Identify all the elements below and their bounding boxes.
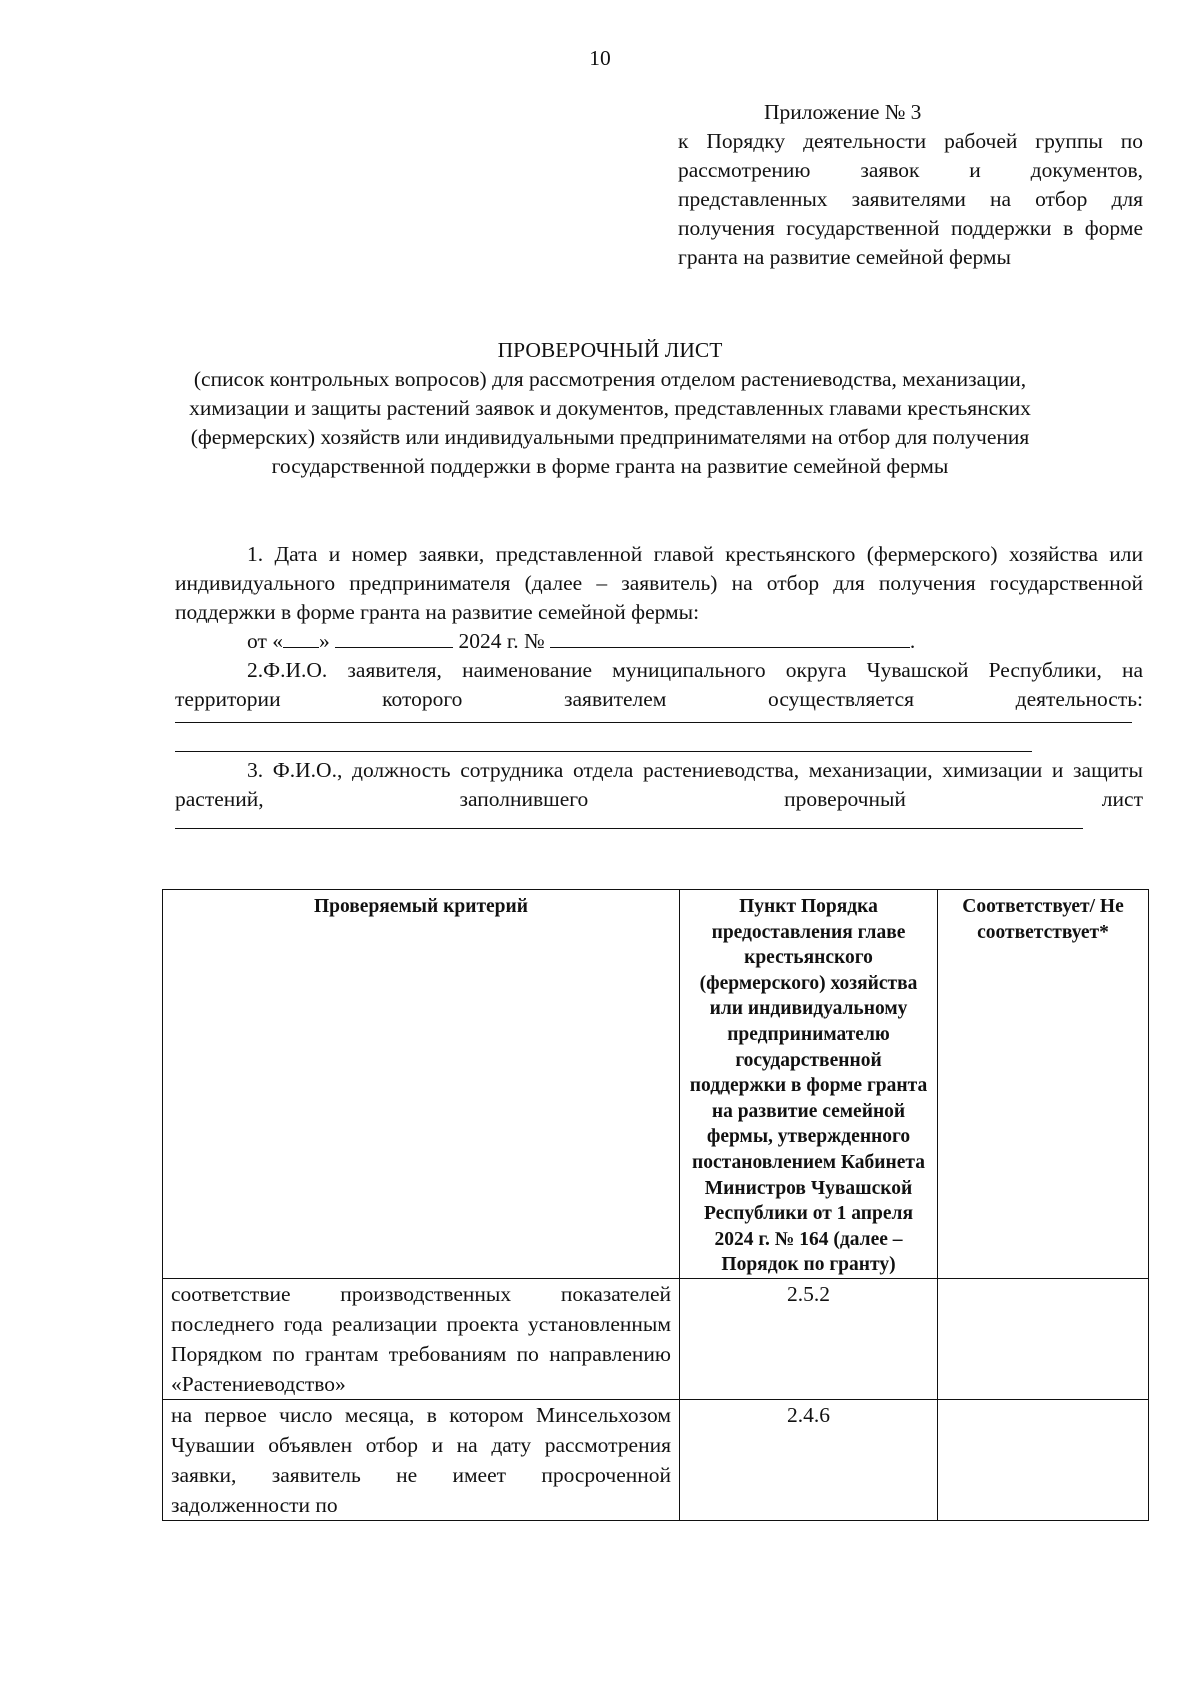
item-3-text: 3. Ф.И.О., должность сотрудника отдела растениеводства, механизации, химизации и защиты растений, заполнившего проверочный лист [175, 758, 1143, 811]
criteria-table [162, 889, 1149, 1521]
date-end: . [909, 629, 916, 653]
row-criterion: соответствие производственных показателей последнего года реализации проекта установленным Порядком по грантам требованиям по направлению «Растениеводство» [163, 1278, 680, 1399]
appendix-block [678, 98, 1143, 272]
table-row [163, 1399, 1149, 1520]
item-1-text: 1. Дата и номер заявки, представленной главой крестьянского (фермерского) хозяйства или индивидуального предпринимателя (далее – заявитель) на отбор для получения государственной поддержки в форме гранта на развитие семейной фермы: [175, 542, 1143, 624]
applicant-line-1[interactable] [175, 722, 1132, 723]
form-body [175, 540, 1143, 829]
row-point: 2.5.2 [680, 1278, 938, 1399]
document-heading: ПРОВЕРОЧНЫЙ ЛИСТ [497, 338, 723, 362]
appendix-subtitle: к Порядку деятельности рабочей группы по рассмотрению заявок и документов, представленных заявителями на отбор для получения государственной поддержки в форме гранта на развитие семейной фермы [678, 129, 1143, 269]
header-point: Пункт Порядка предоставления главе крестьянского (фермерского) хозяйства или индивидуальному предпринимателю государственной поддержки в форме гранта на развитие семейной фермы, утвержденного постановлением Кабинета Министров Чувашской Республики от 1 апреля 2024 г. № 164 (далее – Порядок по гранту) [680, 890, 938, 1279]
employee-line[interactable] [175, 828, 1083, 829]
row-status-cell[interactable] [938, 1278, 1149, 1399]
page-number: 10 [589, 46, 611, 70]
application-number-field[interactable] [550, 627, 910, 648]
date-prefix: от « [247, 629, 283, 653]
document-subtitle: (список контрольных вопросов) для рассмотрения отделом растениеводства, механизации, химизации и защиты растений заявок и документов, представленных главами крестьянских (фермерских) хозяйств или индивидуальными предпринимателями на отбор для получения государственной поддержки в форме гранта на развитие семейной фермы [189, 367, 1031, 478]
item-2-text: 2.Ф.И.О. заявителя, наименование муниципального округа Чувашской Республики, на территории которого заявителем осуществляется деятельность: [175, 658, 1143, 711]
date-quote-close: » [319, 629, 330, 653]
appendix-title: Приложение № 3 [764, 100, 922, 124]
header-criterion: Проверяемый критерий [163, 890, 680, 1279]
table-row [163, 1278, 1149, 1399]
row-point: 2.4.6 [680, 1399, 938, 1520]
applicant-line-2[interactable] [175, 751, 1032, 752]
table-header-row [163, 890, 1149, 1279]
date-year: 2024 г. № [458, 629, 545, 653]
header-status: Соответствует/ Не соответствует* [938, 890, 1149, 1279]
day-field[interactable] [283, 627, 319, 648]
date-number-line [175, 627, 1143, 656]
document-title-block [170, 336, 1050, 481]
row-criterion: на первое число месяца, в котором Минсельхозом Чувашии объявлен отбор и на дату рассмотрения заявки, заявитель не имеет просроченной задолженности по [163, 1399, 680, 1520]
month-field[interactable] [335, 627, 453, 648]
row-status-cell[interactable] [938, 1399, 1149, 1520]
